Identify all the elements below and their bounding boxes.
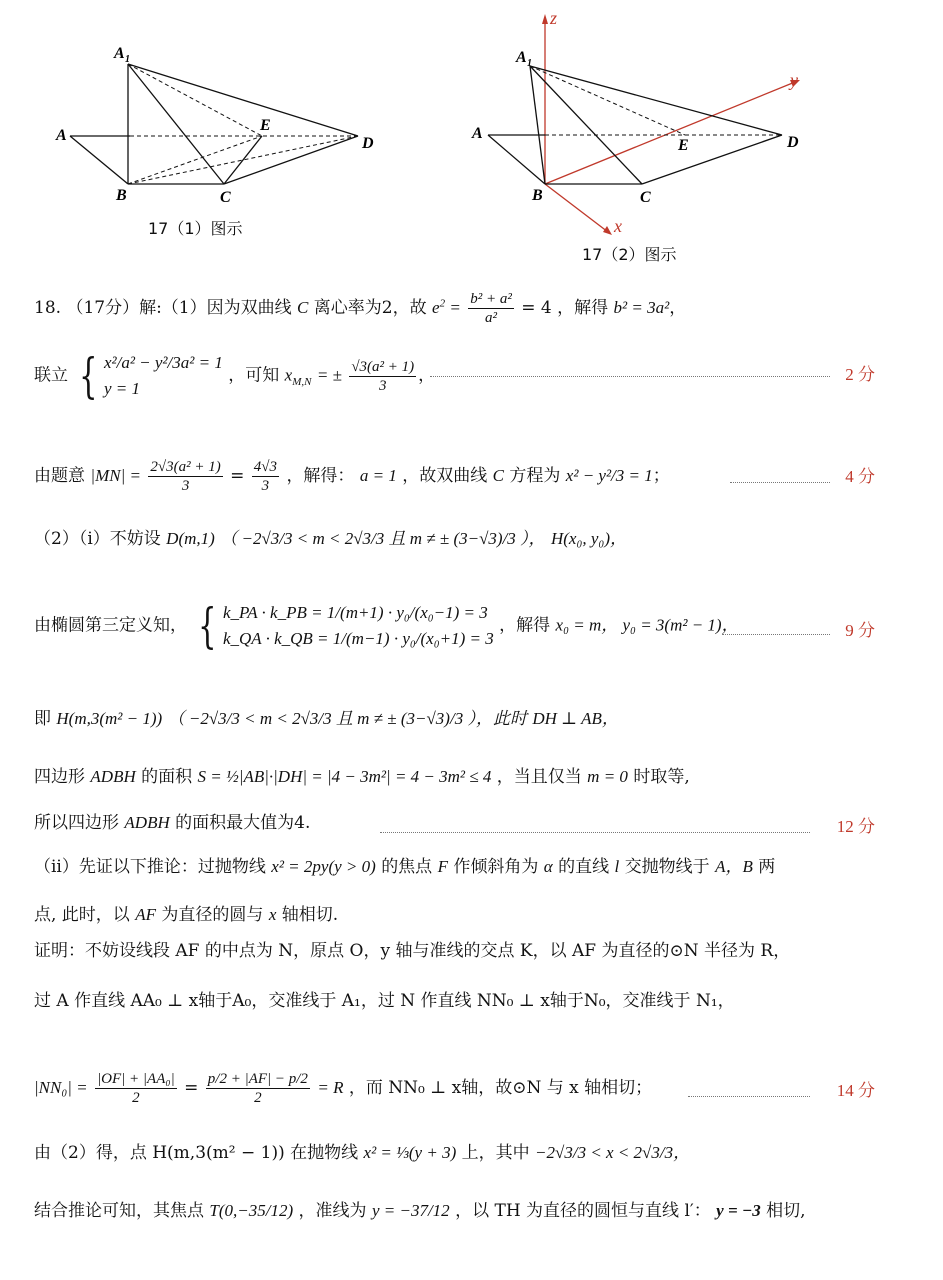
label-E: E <box>678 137 689 154</box>
svg-text:1: 1 <box>125 54 130 65</box>
figure-caption-2: 17（2）图示 <box>582 245 677 264</box>
label-E: E <box>260 117 271 134</box>
score-9: 9 分 <box>845 621 875 640</box>
label-C: C <box>220 189 231 205</box>
label-A1: A <box>516 49 527 66</box>
x-axis <box>545 184 608 232</box>
label-A1: A <box>114 45 125 62</box>
score-14: 14 分 <box>836 1081 875 1100</box>
label-x: x <box>614 216 622 236</box>
label-B: B <box>116 187 127 204</box>
score-2: 2 分 <box>845 365 875 384</box>
solution-line-9: （ii）先证以下推论：过抛物线 x² = 2py(y > 0) 的焦点 F 作倾斜角为 α 的直线 l 交抛物线于 A，B 两 <box>34 857 776 877</box>
label-D: D <box>362 135 374 152</box>
label-y: y <box>790 70 798 90</box>
svg-text:1: 1 <box>527 58 532 69</box>
solution-line-2: 联立 { x²/a² − y²/3a² = 1 y = 1 ，可知 $x_{M,N}$ = ± $\frac{\text{√3(a² + 1)}}{3}$ ， <box>34 348 436 404</box>
leader-dots <box>430 376 830 377</box>
solution-line-15: 结合推论可知，其焦点 T(0,−35/12) ，准线为 y = −37/12 ，以 TH 为直径的圆恒与直线 l′： y = −3 相切, <box>34 1201 806 1221</box>
fraction: $\frac{\text{b² + a²}}{\text{a²}}$ <box>470 291 512 326</box>
solution-line-5: 由椭圆第三定义知， { k_PA · k_PB = 1/(m+1) · y₀/(x₀−1) = 3 k_QA · k_QB = 1/(m−1) · y₀/(x₀+1) = 3 ，解得 x₀ = m， y₀ = 3(m² − 1)， <box>34 598 739 654</box>
figure-caption-1: 17（1）图示 <box>148 219 243 238</box>
solution-line-13: |NN₀| = $\frac{\text{|OF| + |AA₀|}}{2}$ = $\frac{p/2 + |AF| - p/2}{2}$ = R ，而 NN₀ ⊥ x轴，故⊙N 与 x 轴相切； <box>34 1071 653 1106</box>
label-A: A <box>56 127 67 144</box>
label-C: C <box>640 189 651 206</box>
score-12: 12 分 <box>836 817 875 836</box>
figure-17-2-diagram <box>460 6 820 236</box>
score-4: 4 分 <box>845 467 875 486</box>
leader-dots <box>380 832 810 833</box>
label-z: z <box>550 8 558 28</box>
leader-dots <box>722 634 830 635</box>
solution-line-7: 四边形 ADBH 的面积 S = ½|AB|·|DH| = |4 − 3m²| = 4 − 3m² ≤ 4 ，当且仅当 m = 0 时取等, <box>34 767 690 787</box>
solution-line-4: （2）（i）不妨设 D(m,1) （ −2√3/3 < m < 2√3/3 且 m ≠ ± (3−√3)/3 ）， H(x₀, y₀)， <box>34 529 627 549</box>
solution-line-3: 由题意 |MN| = $\frac{\text{2√3(a² + 1)}}{3}$ = $\frac{4√3}{3}$ ，解得： a = 1 ，故双曲线 C 方程为 x² − y²/3 = 1； <box>34 459 670 494</box>
solution-line-8: 所以四边形 ADBH 的面积最大值为4. <box>34 813 311 833</box>
solution-line-11: 证明：不妨设线段 AF 的中点为 N，原点 O，y 轴与准线的交点 K，以 AF 为直径的⊙N 半径为 R， <box>34 941 791 961</box>
figure-17-1-diagram <box>50 40 390 205</box>
solution-line-10: 点, 此时，以 AF 为直径的圆与 x 轴相切. <box>34 905 339 925</box>
label-B: B <box>532 187 543 204</box>
solution-line-1: 18. （17分）解:（1）因为双曲线 C 离心率为2，故 $e^2$ = $\frac{\text{b² + a²}}{\text{a²}}$ = 4 ，解得 b² = 3a²， <box>34 291 687 326</box>
label-A: A <box>472 125 483 142</box>
y-axis <box>545 82 795 184</box>
leader-dots <box>730 482 830 483</box>
label-D: D <box>787 134 799 151</box>
leader-dots <box>688 1096 810 1097</box>
solution-line-12: 过 A 作直线 AA₀ ⊥ x轴于A₀，交准线于 A₁，过 N 作直线 NN₀ ⊥ x轴于N₀，交准线于 N₁， <box>34 991 735 1011</box>
solution-line-6: 即 H(m,3(m² − 1)) （ −2√3/3 < m < 2√3/3 且 m ≠ ± (3−√3)/3 ），此时 DH ⊥ AB， <box>34 709 619 729</box>
solution-line-14: 由（2）得，点 H(m,3(m² − 1)) 在抛物线 x² = ⅓(y + 3) 上，其中 −2√3/3 < x < 2√3/3， <box>34 1143 691 1163</box>
